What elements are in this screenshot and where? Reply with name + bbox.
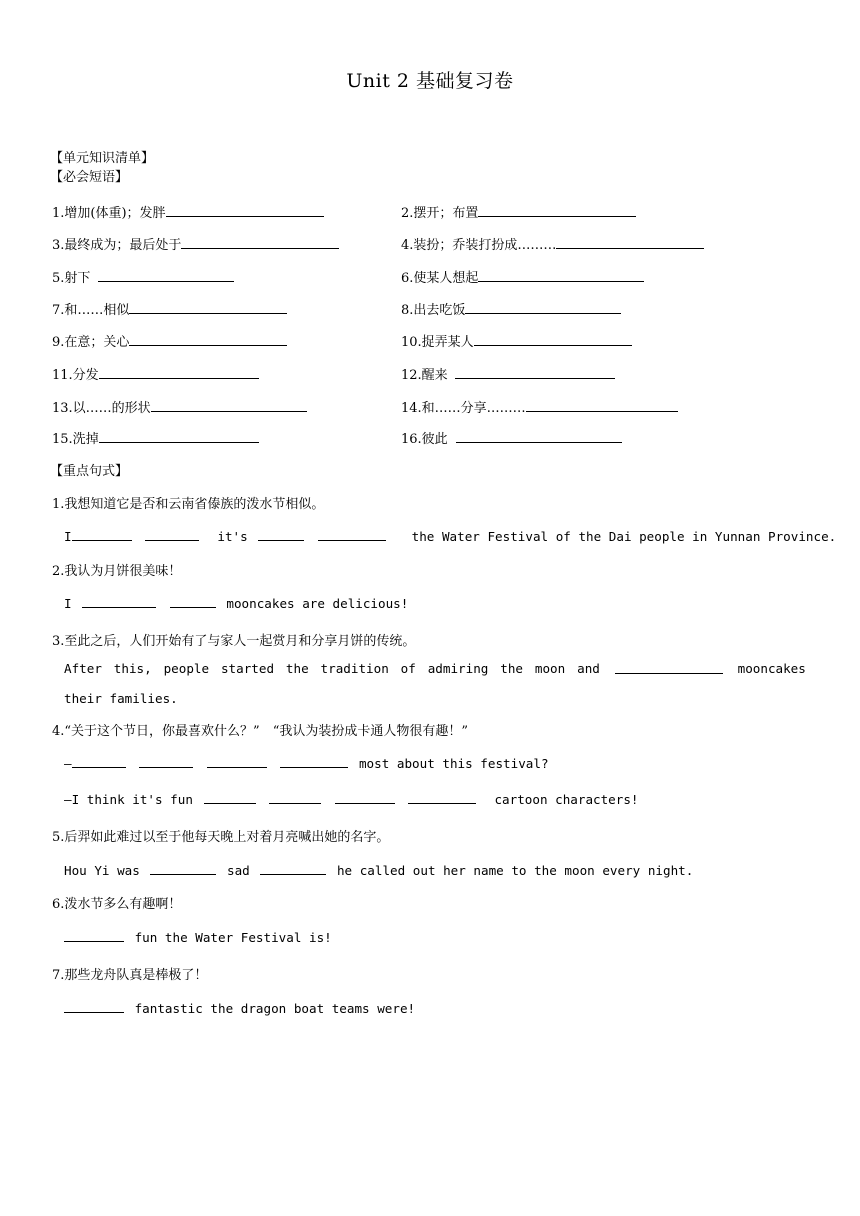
sentence-text: mooncakes are delicious! [226, 596, 409, 611]
sentence-word: admiring [427, 661, 489, 676]
answer-blank[interactable] [170, 595, 216, 608]
answer-blank[interactable] [64, 1000, 124, 1013]
sentence-text: he called out her name to the moon every night. [336, 863, 694, 878]
answer-blank[interactable] [556, 235, 704, 249]
phrase-item-10 [401, 331, 632, 350]
phrase-text: 1.增加(体重)；发胖 [52, 206, 166, 221]
phrase-row [0, 364, 860, 384]
answer-blank[interactable] [207, 755, 267, 768]
answer-blank[interactable] [318, 528, 386, 541]
sentence-4-en-answer [64, 791, 639, 807]
answer-blank[interactable] [99, 429, 259, 443]
phrase-item-16 [401, 428, 622, 447]
answer-blank[interactable] [465, 300, 621, 314]
answer-blank[interactable] [455, 365, 615, 379]
sentence-6-cn: 6.泼水节多么有趣啊！ [52, 897, 182, 912]
sentence-text: I [64, 596, 72, 611]
sentence-text: sad [227, 863, 250, 878]
sentence-word: started [220, 661, 275, 676]
sentence-3-cn: 3.至此之后，人们开始有了与家人一起赏月和分享月饼的传统。 [52, 634, 416, 649]
phrase-item-6 [401, 267, 644, 286]
phrase-item-12 [401, 364, 615, 383]
phrase-item-1 [52, 202, 324, 221]
phrase-item-8 [401, 299, 621, 318]
phrase-text: 5.射下 [52, 271, 91, 286]
phrase-item-13 [52, 397, 307, 416]
answer-blank[interactable] [72, 528, 132, 541]
phrase-text: 9.在意；关心 [52, 335, 130, 350]
answer-blank[interactable] [269, 791, 321, 804]
section-phrases: 【必会短语】 [50, 170, 129, 185]
phrase-text: 6.使某人想起 [401, 271, 479, 286]
sentence-word: the [500, 661, 524, 676]
sentence-text: — [64, 756, 72, 771]
sentence-text: I [64, 529, 72, 544]
answer-blank[interactable] [335, 791, 395, 804]
answer-blank[interactable] [181, 235, 339, 249]
sentence-5-cn: 5.后羿如此难过以至于他每天晚上对着月亮喊出她的名字。 [52, 830, 390, 845]
answer-blank[interactable] [129, 300, 287, 314]
sentence-text: most about this festival? [358, 756, 549, 771]
answer-blank[interactable] [478, 203, 636, 217]
answer-blank[interactable] [150, 862, 216, 875]
sentence-word: of [400, 661, 416, 676]
answer-blank[interactable] [166, 203, 324, 217]
answer-blank[interactable] [526, 398, 678, 412]
sentence-word: moon [534, 661, 566, 676]
sentence-text: the Water Festival of the Dai people in Yunnan Province. [411, 529, 837, 544]
sentence-word: people [163, 661, 210, 676]
answer-blank[interactable] [456, 429, 622, 443]
phrase-text: 7.和……相似 [52, 303, 130, 318]
phrase-text: 3.最终成为；最后处于 [52, 238, 182, 253]
answer-blank[interactable] [64, 929, 124, 942]
page-title: Unit 2 基础复习卷 [346, 70, 514, 92]
sentence-1-en [64, 528, 836, 544]
answer-blank[interactable] [474, 332, 632, 346]
sentence-word: this, [113, 661, 152, 676]
section-sentences: 【重点句式】 [50, 464, 129, 479]
sentence-2-cn: 2.我认为月饼很美味！ [52, 564, 182, 579]
answer-blank[interactable] [72, 755, 126, 768]
sentence-4-cn: 4.“关于这个节日，你最喜欢什么？” “我认为装扮成卡通人物很有趣！” [52, 724, 468, 739]
phrase-row [0, 397, 860, 417]
phrase-item-4 [401, 234, 704, 253]
answer-blank[interactable] [615, 661, 723, 674]
phrase-item-14 [401, 397, 678, 416]
answer-blank[interactable] [478, 268, 644, 282]
answer-blank[interactable] [99, 365, 259, 379]
phrase-text: 2.摆开；布置 [401, 206, 479, 221]
answer-blank[interactable] [139, 755, 193, 768]
sentence-text: mooncakes [737, 661, 806, 676]
answer-blank[interactable] [82, 595, 156, 608]
sentence-text: fun the Water Festival is! [134, 930, 332, 945]
sentence-text: cartoon characters! [494, 792, 639, 807]
phrase-row [0, 234, 860, 254]
section-knowledge-list: 【单元知识清单】 [50, 151, 155, 166]
sentence-7-cn: 7.那些龙舟队真是棒极了！ [52, 968, 208, 983]
answer-blank[interactable] [145, 528, 199, 541]
phrase-text: 15.洗掉 [52, 432, 99, 447]
sentence-1-cn: 1.我想知道它是否和云南省傣族的泼水节相似。 [52, 497, 325, 512]
answer-blank[interactable] [260, 862, 326, 875]
answer-blank[interactable] [204, 791, 256, 804]
phrase-row [0, 299, 860, 319]
answer-blank[interactable] [258, 528, 304, 541]
sentence-7-en [64, 1000, 415, 1016]
sentence-2-en [64, 595, 408, 611]
phrase-text: 16.彼此 [401, 432, 448, 447]
sentence-word: tradition [320, 661, 389, 676]
phrase-row [0, 331, 860, 351]
phrase-text: 10.捉弄某人 [401, 335, 474, 350]
sentence-6-en [64, 929, 332, 945]
phrase-item-5 [52, 267, 234, 286]
sentence-word: the [285, 661, 309, 676]
answer-blank[interactable] [129, 332, 287, 346]
phrase-item-2 [401, 202, 636, 221]
phrase-row [0, 428, 860, 448]
phrase-text: 14.和……分享……… [401, 401, 526, 416]
answer-blank[interactable] [408, 791, 476, 804]
sentence-text: —I think it's fun [64, 792, 193, 807]
phrase-item-3 [52, 234, 339, 253]
phrase-text: 12.醒来 [401, 368, 448, 383]
phrase-text: 11.分发 [52, 368, 99, 383]
phrase-item-9 [52, 331, 287, 350]
sentence-text: Hou Yi was [64, 863, 140, 878]
sentence-3-en-line1 [64, 661, 806, 676]
sentence-3-en-line2: their families. [64, 691, 178, 706]
sentence-text: fantastic the dragon boat teams were! [134, 1001, 416, 1016]
phrase-row [0, 202, 860, 222]
phrase-item-15 [52, 428, 259, 447]
sentence-word: After [64, 661, 102, 676]
answer-blank[interactable] [151, 398, 307, 412]
sentence-5-en [64, 862, 693, 878]
sentence-word: and [577, 661, 600, 676]
answer-blank[interactable] [280, 755, 348, 768]
phrase-item-7 [52, 299, 287, 318]
phrase-item-11 [52, 364, 259, 383]
sentence-4-en-question [64, 755, 549, 771]
phrase-row [0, 267, 860, 287]
phrase-text: 13.以……的形状 [52, 401, 151, 416]
answer-blank[interactable] [98, 268, 234, 282]
phrase-text: 8.出去吃饭 [401, 303, 466, 318]
sentence-text: it's [217, 529, 248, 544]
phrase-text: 4.装扮；乔装打扮成……… [401, 238, 557, 253]
